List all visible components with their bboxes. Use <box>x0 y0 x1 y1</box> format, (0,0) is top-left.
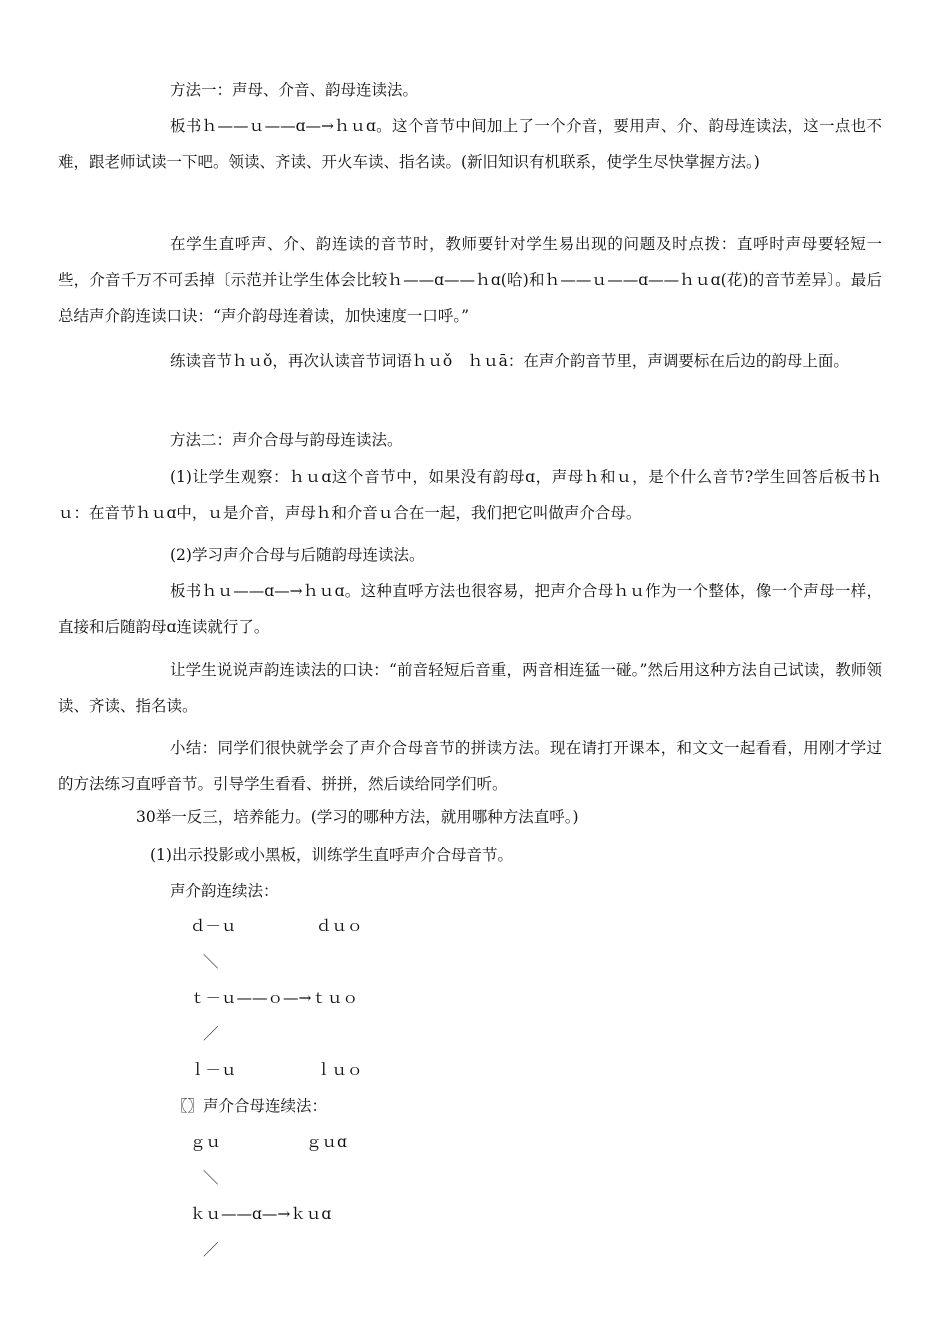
paragraph-teacher-guidance: 在学生直呼声、介、韵连读的音节时，教师要针对学生易出现的问题及时点拨：直呼时声母要轻短一些，介音千万不可丢掉〔示范并让学生体会比较ｈ——ɑ——ｈɑ(哈)和ｈ——ｕ——ɑ——ｈｕɑ(花)的音节差异〕。最后总结声介韵连读口诀：“声介韵母连着读，加快速度一口呼。” <box>58 235 882 325</box>
paragraph-practice: 练读音节ｈｕǒ，再次认读音节词语ｈｕǒ ｈｕā：在声介韵音节里，声调要标在后边的韵母上面。 <box>170 352 849 370</box>
pinyin-tuo-line: ｔ－ｕ——ｏ—→ｔｕｏ <box>190 989 358 1007</box>
paragraph-board-writing-1: 板书ｈ——ｕ——ɑ—→ｈｕɑ。这个音节中间加上了一个介音，要用声、介、韵母连读法，这一点也不难，跟老师试读一下吧。领读、齐读、开火车读、指名读。(新旧知识有机联系，使学生尽快掌握方法。) <box>58 117 882 171</box>
pinyin-left-gu: ｇｕ <box>190 1133 222 1151</box>
instruction-line: (1)出示投影或小黑板，训练学生直呼声介合母音节。 <box>150 846 513 864</box>
pinyin-left-du: ｄ－ｕ <box>190 917 237 935</box>
diagram-backslash-2: ＼ <box>203 1169 219 1187</box>
section-heading-practice: 30举一反三，培养能力。(学习的哪种方法，就用哪种方法直呼。) <box>136 808 579 826</box>
method-label-2: 〖〗声介合母连续法： <box>172 1097 328 1115</box>
pinyin-right-duo: ｄｕｏ <box>316 917 363 935</box>
paragraph-learn-method: (2)学习声介合母与后随韵母连读法。 <box>170 546 425 564</box>
pinyin-kua-line: ｋｕ——ɑ—→ｋｕɑ <box>190 1205 332 1223</box>
method-label-1: 声介韵连续法： <box>170 882 279 900</box>
paragraph-summary: 小结：同学们很快就学会了声介合母音节的拼读方法。现在请打开课本，和文文一起看看，用刚才学过的方法练习直呼音节。引导学生看看、拼拼，然后读给同学们听。 <box>58 739 882 793</box>
paragraph-observe: (1)让学生观察：ｈｕɑ这个音节中，如果没有韵母ɑ，声母ｈ和ｕ，是个什么音节?学生回答后板书ｈｕ：在音节ｈｕɑ中，ｕ是介音，声母ｈ和介音ｕ合在一起，我们把它叫做声介合母。 <box>58 468 882 522</box>
pinyin-left-lu: ｌ－ｕ <box>190 1061 237 1079</box>
diagram-slash-2: ／ <box>203 1241 219 1259</box>
paragraph-mnemonic: 让学生说说声韵连读法的口诀：“前音轻短后音重，两音相连猛一碰。”然后用这种方法自己试读，教师领读、齐读、指名读。 <box>58 661 882 715</box>
diagram-backslash: ＼ <box>203 953 219 971</box>
pinyin-right-luo: ｌｕｏ <box>316 1061 363 1079</box>
pinyin-right-gua: ｇｕɑ <box>306 1133 347 1151</box>
diagram-slash: ／ <box>203 1025 219 1043</box>
paragraph-method-one-title: 方法一：声母、介音、韵母连读法。 <box>170 81 419 99</box>
paragraph-method-two-title: 方法二：声介合母与韵母连读法。 <box>170 431 403 449</box>
paragraph-board-writing-2: 板书ｈｕ——ɑ—→ｈｕɑ。这种直呼方法也很容易，把声介合母ｈｕ作为一个整体，像一个声母一样，直接和后随韵母ɑ连读就行了。 <box>58 582 882 636</box>
